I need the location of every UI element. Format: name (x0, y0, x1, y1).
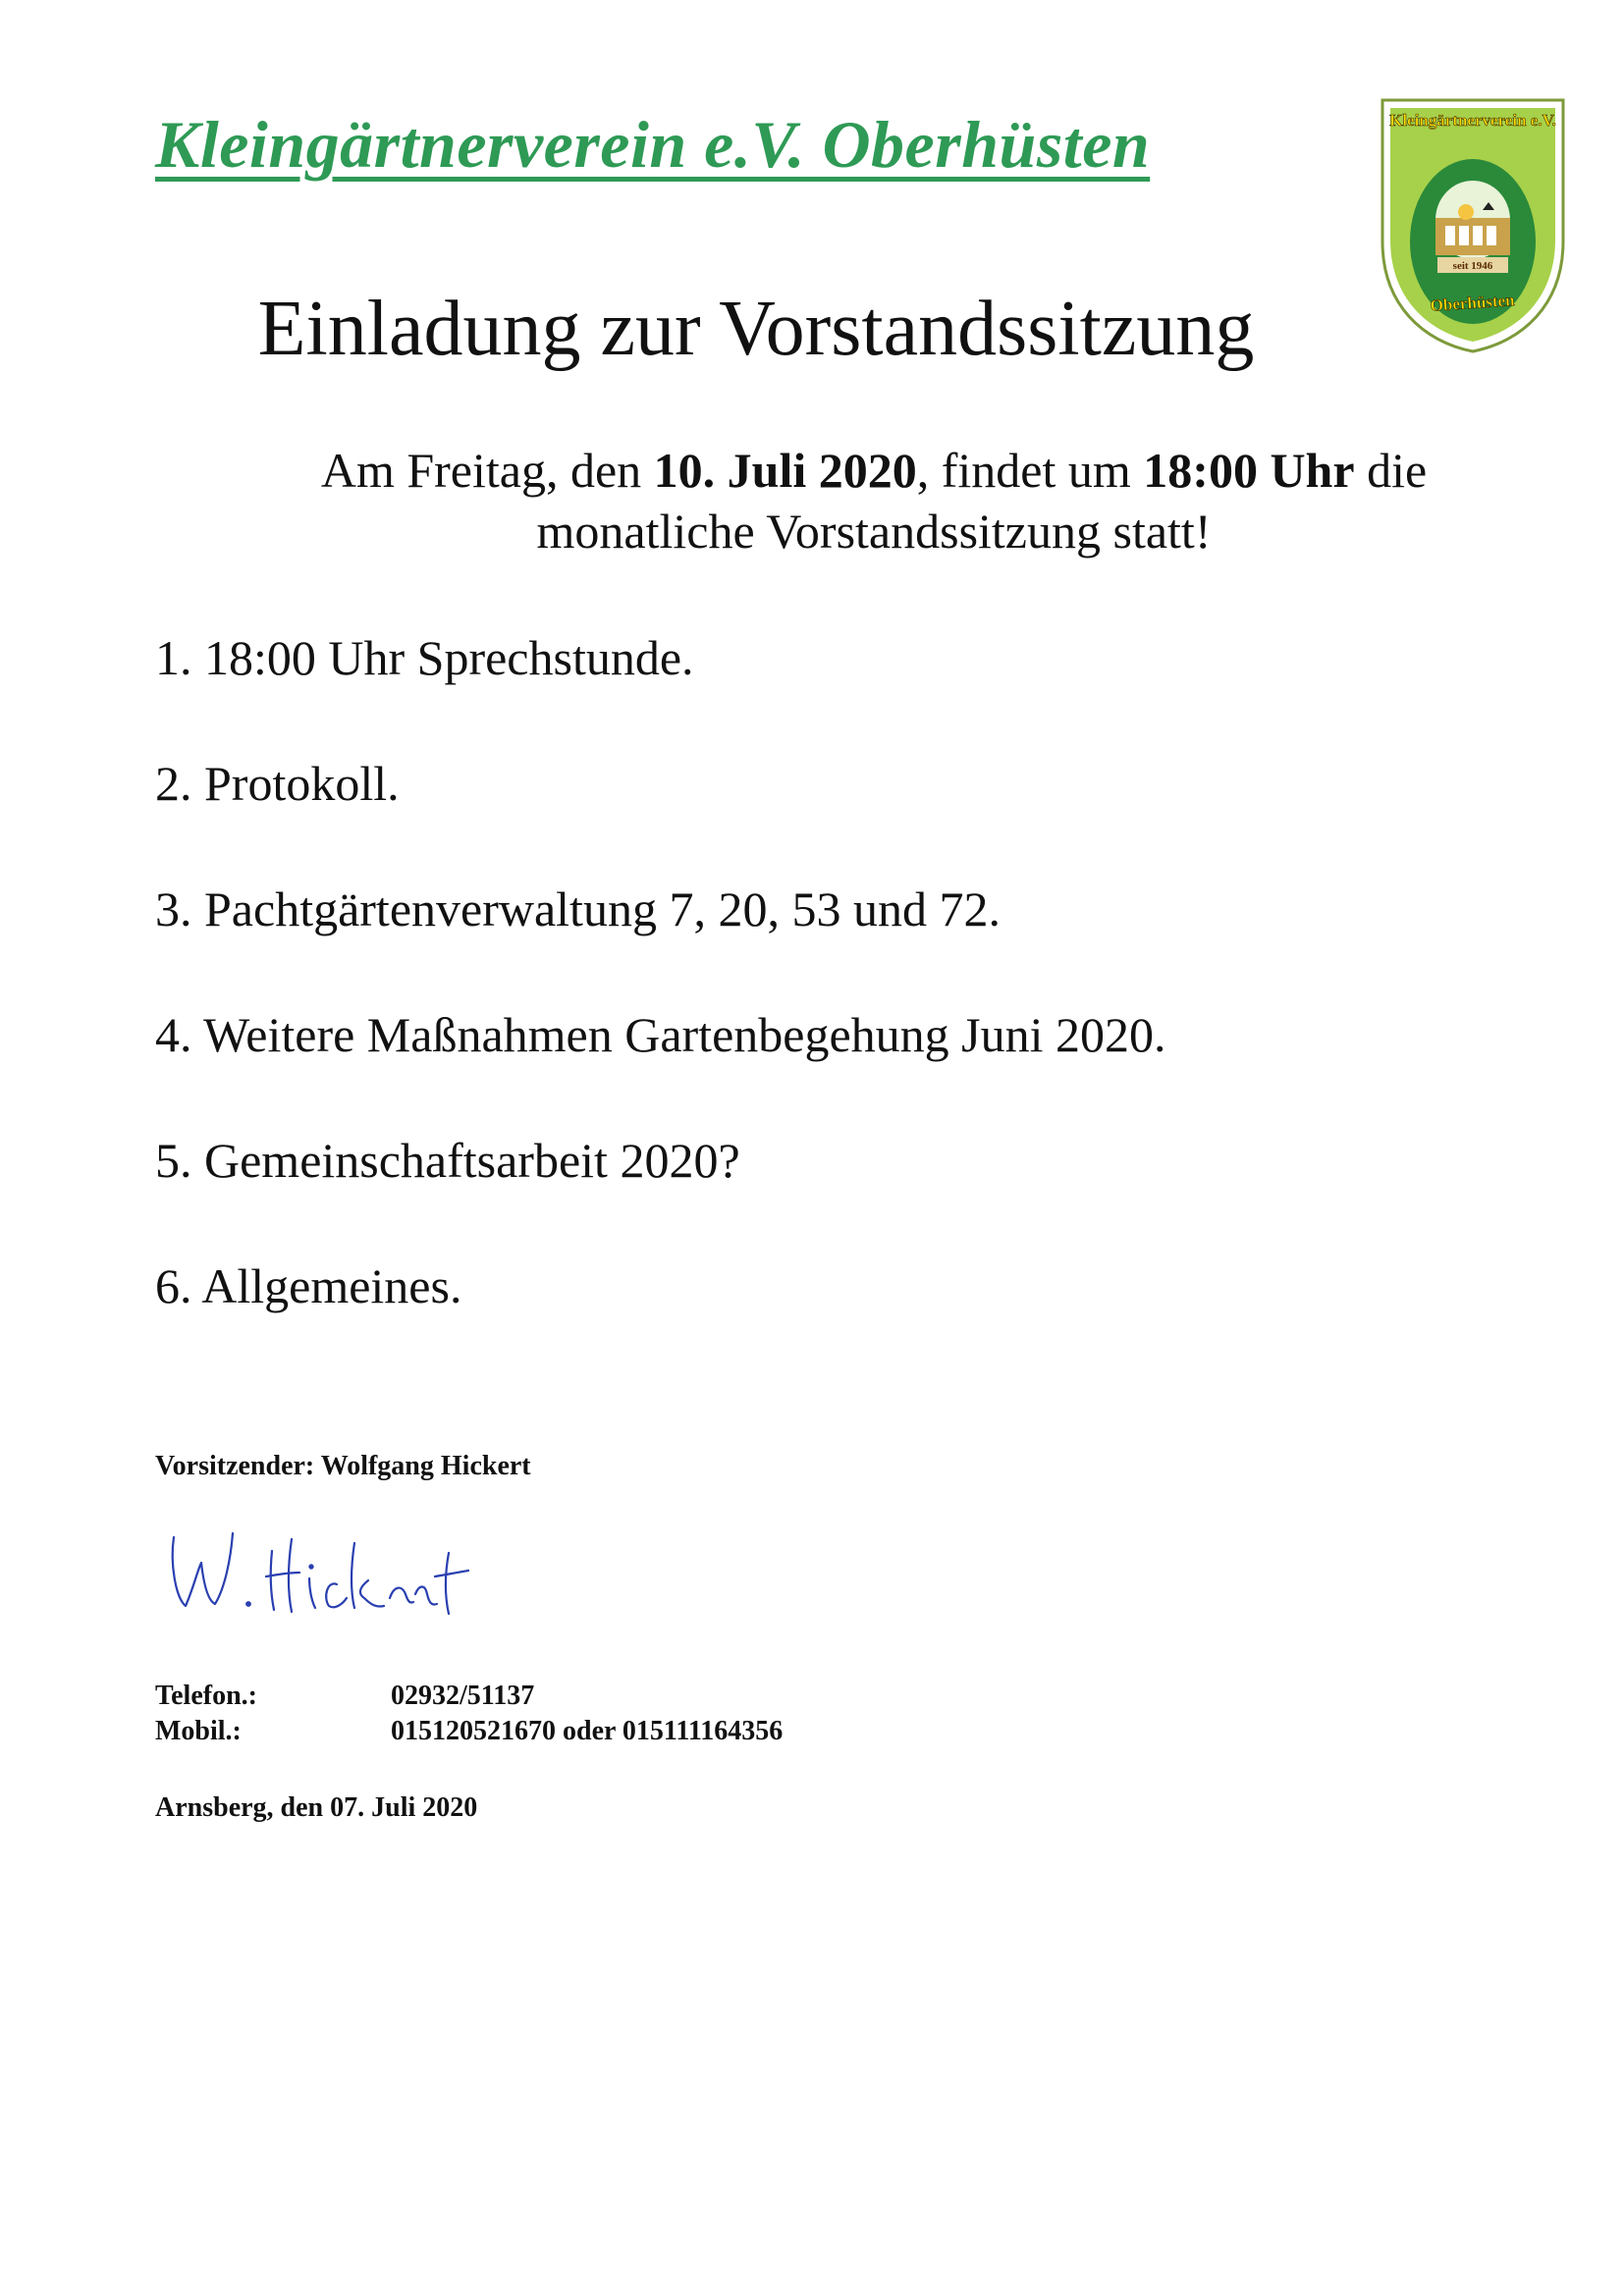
club-name-heading: Kleingärtnerverein e.V. Oberhüsten (155, 107, 1151, 182)
agenda-item: 2. Protokoll. (155, 756, 400, 811)
intro-text-1: Am Freitag, den (320, 443, 654, 498)
meeting-time: 18:00 Uhr (1143, 443, 1355, 498)
mobile-row (155, 1714, 783, 1749)
agenda-item: 3. Pachtgärtenverwaltung 7, 20, 53 und 72. (155, 881, 1001, 936)
agenda-item: 4. Weitere Maßnahmen Gartenbegehung Juni 2020. (155, 1007, 1166, 1062)
logo-bottom-text: Oberhüsten (1430, 291, 1516, 315)
chairman-line: Vorsitzender: Wolfgang Hickert (155, 1451, 531, 1481)
logo-since-text: seit 1946 (1452, 260, 1493, 272)
intro-paragraph (128, 440, 1620, 561)
mobile-value: 015120521670 oder 015111164356 (391, 1716, 784, 1746)
phone-row (155, 1679, 783, 1714)
intro-text-3: die (1354, 443, 1428, 498)
meeting-date: 10. Juli 2020 (653, 443, 917, 498)
agenda-list (155, 628, 1166, 1382)
intro-line-2: monatliche Vorstandssitzung statt! (536, 504, 1212, 559)
mobile-label: Mobil.: (155, 1716, 242, 1746)
phone-label: Telefon.: (155, 1681, 257, 1711)
document-title: Einladung zur Vorstandssitzung (257, 286, 1255, 372)
phone-value: 02932/51137 (391, 1681, 535, 1711)
agenda-item: 6. Allgemeines. (155, 1258, 462, 1313)
handwritten-signature (162, 1520, 476, 1628)
contact-block (155, 1679, 783, 1749)
agenda-item: 1. 18:00 Uhr Sprechstunde. (155, 630, 694, 685)
place-and-date: Arnsberg, den 07. Juli 2020 (155, 1792, 478, 1823)
agenda-item: 5. Gemeinschaftsarbeit 2020? (155, 1133, 740, 1188)
intro-line-1 (128, 440, 1620, 501)
logo-top-text: Kleingärtnerverein e.V. (1389, 111, 1556, 130)
intro-text-2: , findet um (916, 443, 1144, 498)
